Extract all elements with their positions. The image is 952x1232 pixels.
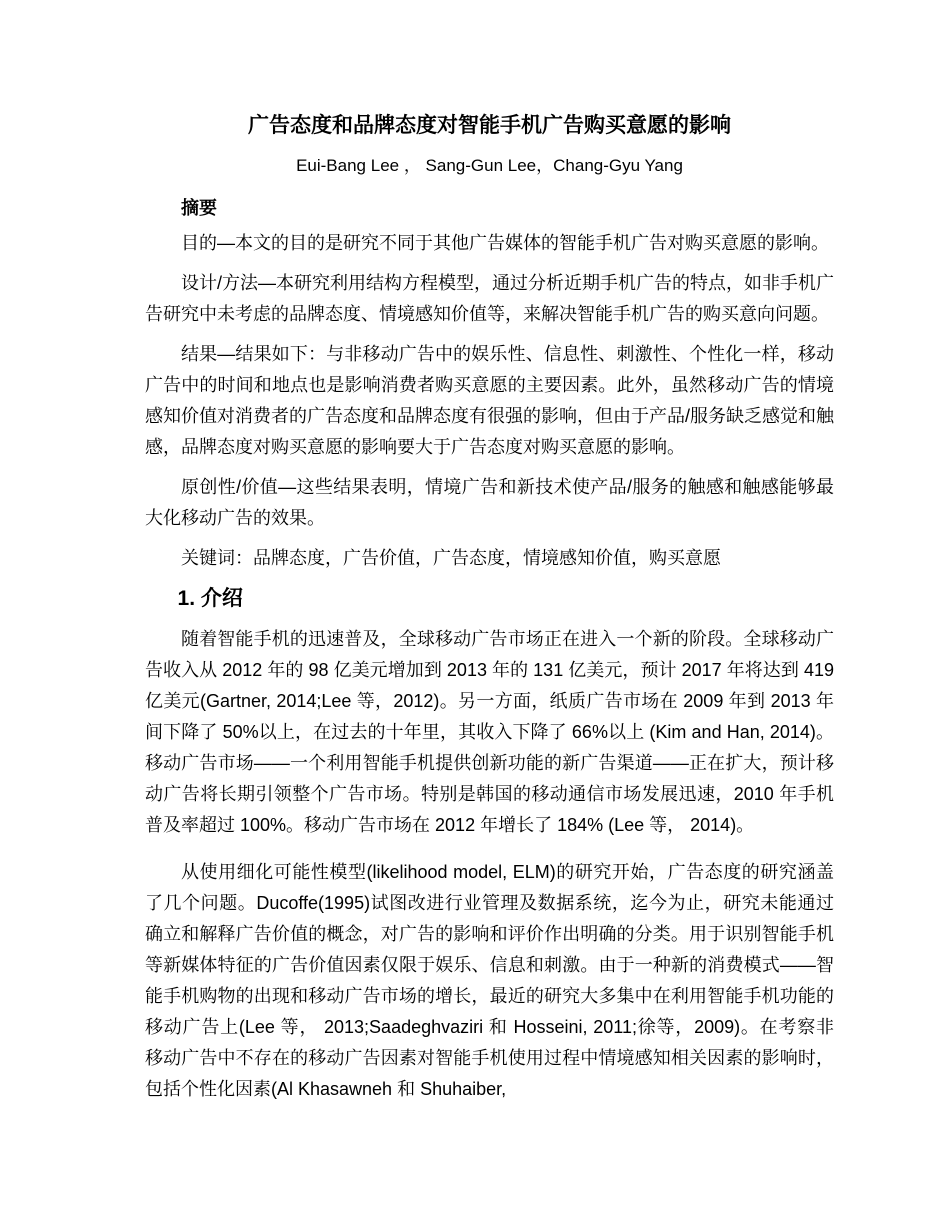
abstract-design-method-paragraph: 设计/方法—本研究利用结构方程模型，通过分析近期手机广告的特点，如非手机广告研究中未考虑的品牌态度、情境感知价值等，来解决智能手机广告的购买意向问题。 [145, 273, 834, 324]
paper-title: 广告态度和品牌态度对智能手机广告购买意愿的影响 [248, 114, 731, 137]
abstract-purpose-paragraph: 目的—本文的目的是研究不同于其他广告媒体的智能手机广告对购买意愿的影响。 [181, 233, 829, 253]
keywords-line: 关键词：品牌态度，广告价值，广告态度，情境感知价值，购买意愿 [181, 548, 721, 568]
section-heading-introduction: 1. 介绍 [177, 587, 243, 610]
introduction-paragraph-2: 从使用细化可能性模型(likelihood model, ELM)的研究开始，广告态度的研究涵盖了几个问题。Ducoffe(1995)试图改进行业管理及数据系统，迄今为止，研究未能通过确立和解释广告价值的概念，对广告的影响和评价作出明确的分类。用于识别智能手机等新媒体特征的广告价值因素仅限于娱乐、信息和刺激。由于一种新的消费模式——智能手机购物的出现和移动广告市场的增长，最近的研究大多集中在利用智能手机功能的移动广告上(Lee 等， 2013;Saadeghvaziri 和 Hosseini, 2011;徐等，2009)。在考察非移动广告中不存在的移动广告因素对智能手机使用过程中情境感知相关因素的影响时，包括个性化因素(Al Khasawneh 和 Shuhaiber, [145, 862, 834, 1099]
abstract-originality-value-paragraph: 原创性/价值—这些结果表明，情境广告和新技术使产品/服务的触感和触感能够最大化移动广告的效果。 [145, 477, 834, 528]
introduction-paragraph-1: 随着智能手机的迅速普及，全球移动广告市场正在进入一个新的阶段。全球移动广告收入从 2012 年的 98 亿美元增加到 2013 年的 131 亿美元，预计 2017 年将达到 419 亿美元(Gartner, 2014;Lee 等，2012)。另一方面，纸质广告市场在 2009 年到 2013 年间下降了 50%以上，在过去的十年里，其收入下降了 66%以上 (Kim and Han, 2014)。移动广告市场——一个利用智能手机提供创新功能的新广告渠道——正在扩大，预计移动广告将长期引领整个广告市场。特别是韩国的移动通信市场发展迅速，2010 年手机普及率超过 100%。移动广告市场在 2012 年增长了 184% (Lee 等， 2014)。 [145, 629, 834, 835]
authors-line: Eui-Bang Lee ， Sang-Gun Lee，Chang-Gyu Yang [296, 156, 683, 175]
abstract-results-paragraph: 结果—结果如下：与非移动广告中的娱乐性、信息性、刺激性、个性化一样，移动广告中的时间和地点也是影响消费者购买意愿的主要因素。此外，虽然移动广告的情境感知价值对消费者的广告态度和品牌态度有很强的影响，但由于产品/服务缺乏感觉和触感，品牌态度对购买意愿的影响要大于广告态度对购买意愿的影响。 [145, 344, 834, 457]
abstract-heading: 摘要 [181, 198, 217, 218]
